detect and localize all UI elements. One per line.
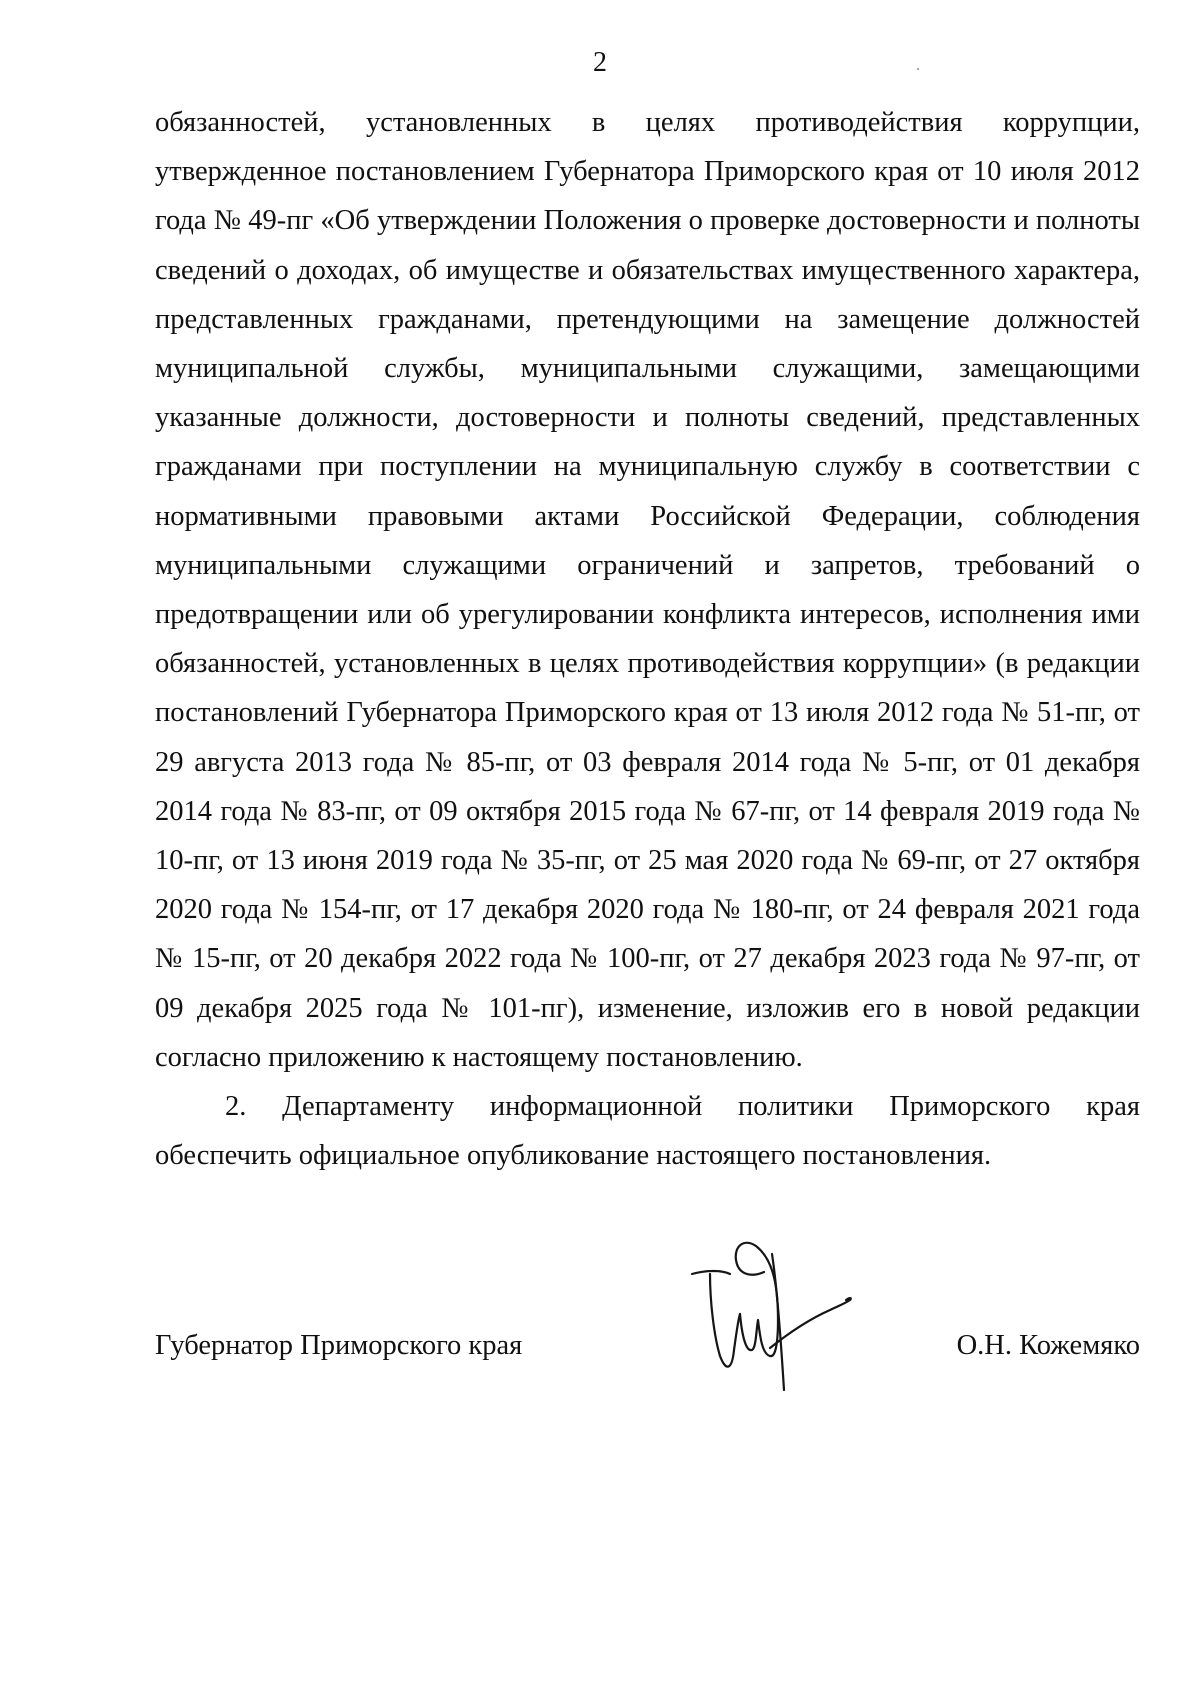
- signatory-name: О.Н. Кожемяко: [956, 1330, 1140, 1361]
- paragraph-1: обязанностей, установленных в целях противодействия коррупции, утвержденное постановлением Губернатора Приморского края от 10 июля 2012 года № 49-пг «Об утверждении Положения о проверке достоверности и полноты сведений о доходах, об имуществе и обязательствах имущественного характера, представленных гражданами, претендующими на замещение должностей муниципальной службы, муниципальными служащими, замещающими указанные должности, достоверности и полноты сведений, представленных гражданами при поступлении на муниципальную службу в соответствии с нормативными правовыми актами Российской Федерации, соблюдения муниципальными служащими ограничений и запретов, требований о предотвращении или об урегулировании конфликта интересов, исполнения ими обязанностей, установленных в целях противодействия коррупции» (в редакции постановлений Губернатора Приморского края от 13 июля 2012 года № 51-пг, от 29 августа 2013 года № 85-пг, от 03 февраля 2014 года № 5-пг, от 01 декабря 2014 года № 83-пг, от 09 октября 2015 года № 67-пг, от 14 февраля 2019 года № 10-пг, от 13 июня 2019 года № 35-пг, от 25 мая 2020 года № 69-пг, от 27 октября 2020 года № 154-пг, от 17 декабря 2020 года № 180-пг, от 24 февраля 2021 года № 15-пг, от 20 декабря 2022 года № 100-пг, от 27 декабря 2023 года № 97-пг, от 09 декабря 2025 года № 101-пг), изменение, изложив его в новой редакции согласно приложению к настоящему постановлению.: [155, 107, 1140, 1073]
- document-body: [155, 98, 1140, 1180]
- signature-block: [155, 1326, 1140, 1370]
- handwritten-signature-icon: [690, 1240, 870, 1410]
- signatory-position: Губернатор Приморского края: [155, 1330, 523, 1361]
- page-number: 2: [593, 47, 607, 78]
- paragraph-2: 2. Департаменту информационной политики Приморского края обеспечить официальное опубликование настоящего постановления.: [155, 1091, 1140, 1172]
- scan-speck: [917, 68, 919, 70]
